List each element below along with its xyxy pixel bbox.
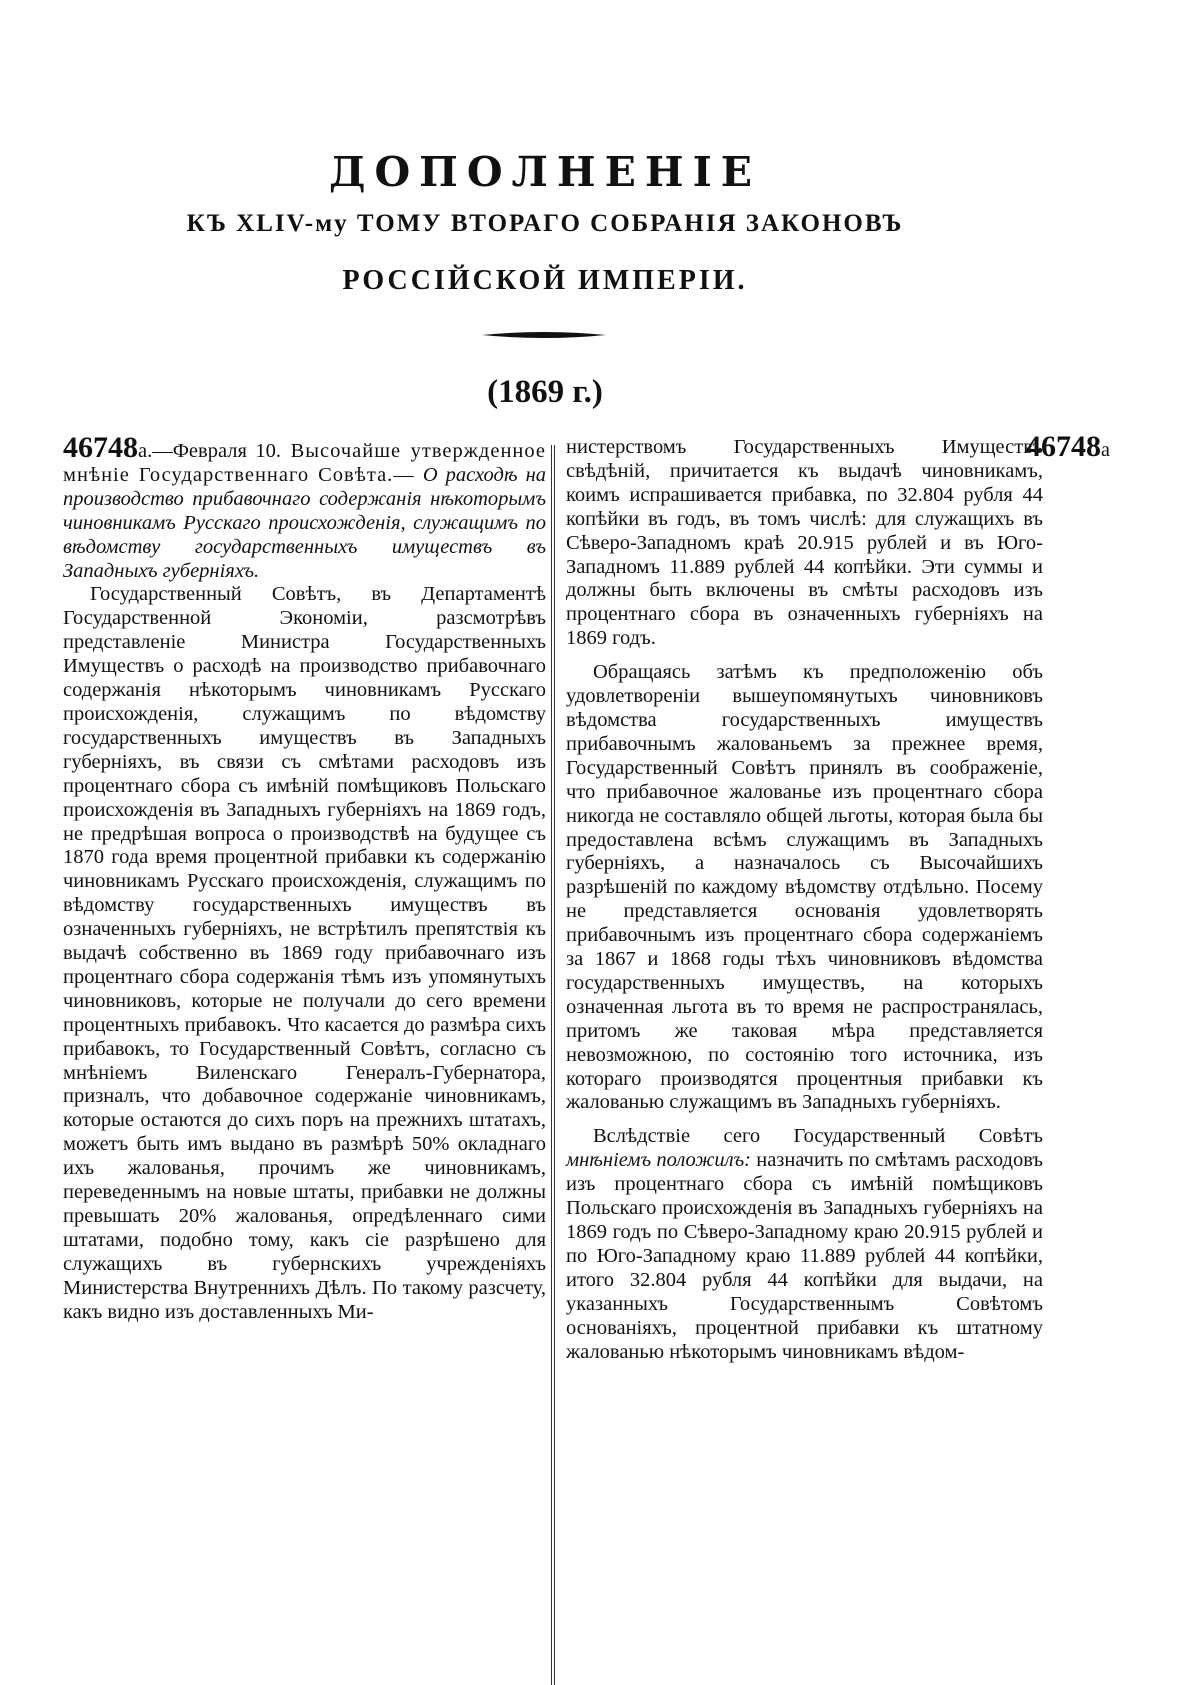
right-paragraph-1: нистерствомъ Государственныхъ Имуществъ свѣдѣній, причитается къ выдачѣ чиновникамъ, коимъ испрашивается прибавка, по 32.804 рубля 44 копѣйки въ годъ, въ томъ числѣ: для служащихъ въ Сѣверо-Западномъ краѣ 20.915 рублей и въ Юго-Западномъ 11.889 рублей 44 копѣйки. Эти суммы и должны быть включены въ смѣты расходовъ изъ процентнаго сбора въ означенныхъ губерніяхъ на 1869 годъ. — [566, 436, 1043, 650]
entry-heading — [63, 431, 547, 583]
document-title: ДОПОЛНЕНІЕ — [328, 148, 761, 196]
resolution-start: Вслѣдствіе сего Государственный Совѣтъ — [593, 1125, 1043, 1148]
entry-caption: Высочайше утвержденное мнѣніе Государственнаго Совѣта.— — [63, 440, 546, 486]
right-column — [566, 436, 1043, 1364]
document-subtitle-line2: РОССІЙСКОЙ ИМПЕРІИ. — [342, 265, 748, 296]
left-paragraph-1: Государственный Совѣтъ, въ Департаментѣ Государственной Экономіи, разсмотрѣвъ представленіе Министра Государственныхъ Имуществъ о расходѣ на производство прибавочнаго содержанія нѣкоторымъ чиновникамъ Русскаго происхожденія, служащимъ по вѣдомству государственныхъ имуществъ въ Западныхъ губерніяхъ, въ связи съ смѣтами расходовъ изъ процентнаго сбора съ имѣній помѣщиковъ Польскаго происхожденія въ Западныхъ губерніяхъ на 1869 годъ, не предрѣшая вопроса о производствѣ на будущее съ 1870 года время процентной прибавки къ содержанію чиновникамъ Русскаго происхожденія, служащимъ по вѣдомству государственныхъ имуществъ въ означенныхъ губерніяхъ, не встрѣтилъ препятствія къ выдачѣ собственно въ 1869 году прибавочнаго изъ процентнаго сбора содержанія тѣмъ изъ упомянутыхъ чиновниковъ, которые не получали до сего времени процентныхъ прибавокъ. Что касается до размѣра сихъ прибавокъ, то Государственный Совѣтъ, согласно съ мнѣніемъ Виленскаго Генералъ-Губернатора, призналъ, что добавочное содержаніе чиновникамъ, которые остаются до сихъ поръ на прежнихъ штатахъ, можетъ быть имъ выдано въ размѣрѣ 50% окладнаго ихъ жалованья, прочимъ же чиновникамъ, переведеннымъ на новые штаты, прибавки не должны превышать 20% жалованья, опредѣленнаго сими штатами, подобно тому, какъ сіе разрѣшено для служащихъ въ губернскихъ учрежденіяхъ Министерства Внутреннихъ Дѣлъ. По такому разсчету, какъ видно изъ доставленныхъ Ми- — [63, 583, 546, 1323]
entry-title: О расходѣ на производство прибавочнаго содержанія нѣкоторымъ чиновникамъ Русскаго происхожденія, служащимъ по вѣдомству государственныхъ имуществъ въ Западныхъ губерніяхъ. — [63, 463, 547, 582]
right-paragraph-2: Обращаясь затѣмъ къ предположенію объ удовлетвореніи вышеупомянутыхъ чиновниковъ вѣдомства государственныхъ имуществъ прибавочнымъ жалованьемъ за прежнее время, Государственный Совѣтъ принялъ въ соображеніе, что прибавочное жалованье изъ процентнаго сбора никогда не составляло общей льготы, которая была бы предоставлена всѣмъ служащимъ въ Западныхъ губерніяхъ, а назначалось съ Высочайшихъ разрѣшеній по каждому вѣдомству отдѣльно. Посему не представляется основанія удовлетворять прибавочнымъ изъ процентнаго сбора содержаніемъ за 1867 и 1868 годы тѣхъ чиновниковъ вѣдомства государственныхъ имуществъ, на которыхъ означенная льгота въ то время не распространялась, притомъ же таковая мѣра представляется невозможною, по состоянію того источника, изъ котораго производятся процентныя прибавки къ жалованью служащимъ въ Западныхъ губерніяхъ. — [566, 661, 1043, 1114]
left-column — [63, 431, 547, 1325]
column-divider — [551, 445, 555, 1685]
resolution-rest: назначить по смѣтамъ расходовъ изъ процентнаго сбора съ имѣній помѣщиковъ Польскаго происхожденія въ Западныхъ губерніяхъ на 1869 годъ по Сѣверо-Западному краю 20.915 рублей и по Юго-Западному краю 11.889 рублей 44 копѣйки, итого 32.804 рубля 44 копѣйки для выдачи, на указанныхъ Государственнымъ Совѣтомъ основаніяхъ, процентной прибавки къ штатному жалованью нѣкоторымъ чиновникамъ вѣдом- — [566, 1149, 1043, 1363]
resolution-italic: мнѣніемъ положилъ: — [566, 1149, 751, 1172]
margin-number: 46748 — [1026, 430, 1101, 463]
decorative-rule — [482, 330, 606, 340]
document-year: (1869 г.) — [487, 374, 603, 410]
right-paragraph-3 — [566, 1125, 1043, 1364]
entry-number: 46748 — [63, 431, 138, 464]
document-subtitle-line1: КЪ XLIV-му ТОМУ ВТОРАГО СОБРАНІЯ ЗАКОНОВЪ — [186, 210, 904, 237]
entry-date: а.—Февраля 10. — [138, 440, 282, 462]
margin-number-suffix: а — [1101, 439, 1110, 461]
